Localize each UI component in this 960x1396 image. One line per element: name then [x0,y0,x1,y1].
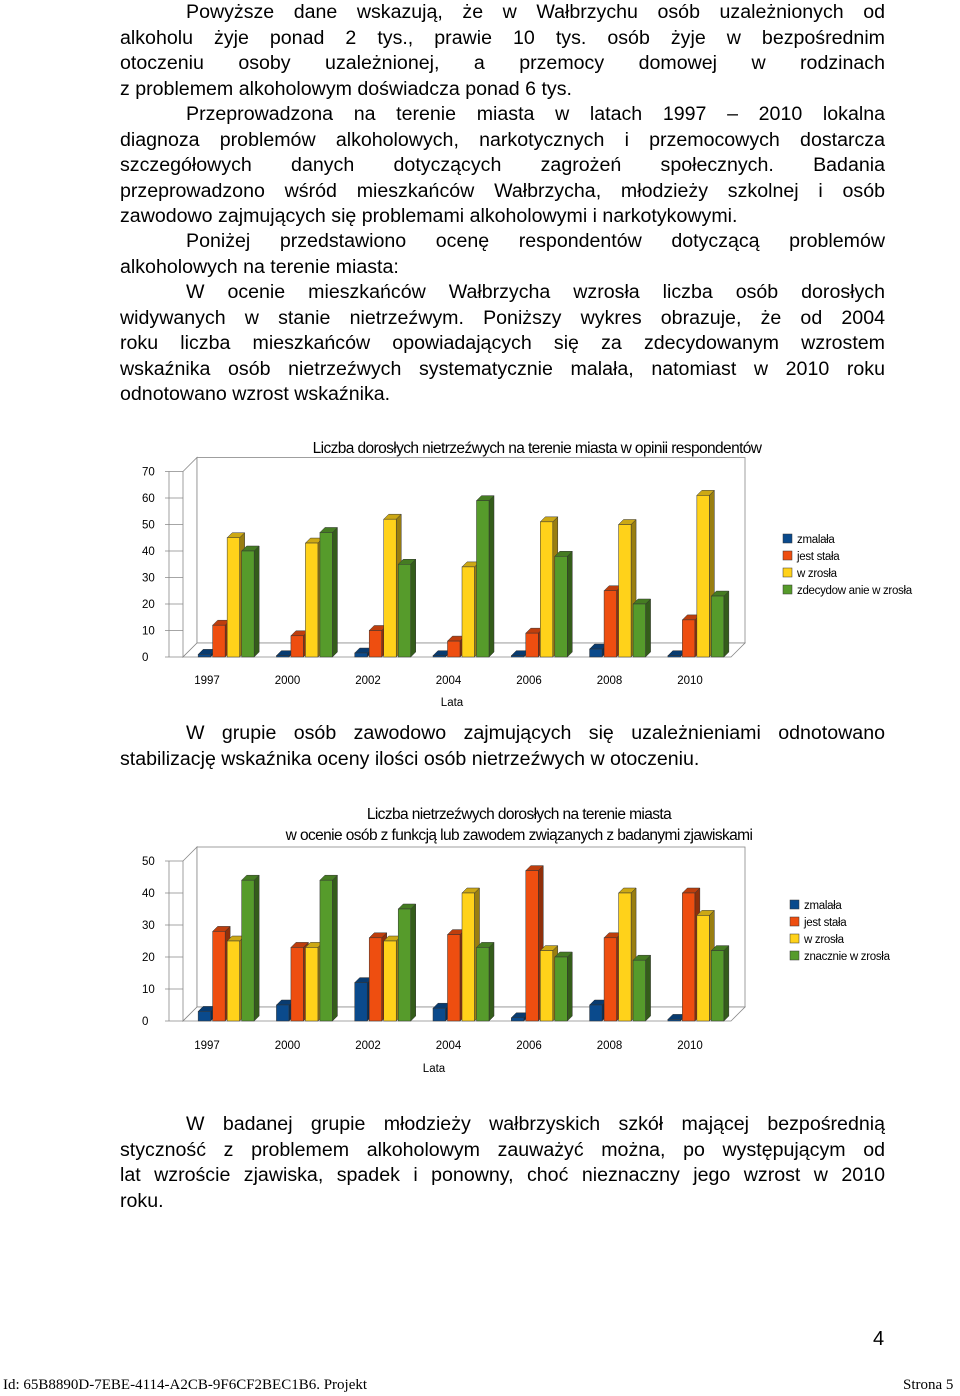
legend-swatch [783,585,792,594]
text-line: widywanych w stanie nietrzeźwym. Poniższy wykres obrazuje, że od 2004 [120,306,885,329]
legend-swatch [790,951,799,960]
text-line: z problemem alkoholowym doświadcza ponad 6 tys. [120,77,572,100]
legend-label: znacznie w zrosła [804,951,890,963]
bar [320,875,338,1021]
bar [711,946,729,1021]
x-tick-label: 2002 [355,1040,381,1052]
chart-professionals [0,795,960,1085]
text-line: otoczeniu osoby uzależnionej, a przemocy domowej w rodzinach [120,52,885,75]
bar [477,942,495,1021]
legend-swatch [790,917,799,926]
chart-residents-svg [0,425,960,715]
y-tick-label: 60 [142,493,155,505]
bar [633,599,651,657]
y-tick-label: 20 [142,599,155,611]
bar [320,527,338,657]
bar [555,952,573,1021]
text-line: Przeprowadzona na terenie miasta w latach 1997 – 2010 lokalna [186,103,885,125]
legend-label: jest stała [797,551,840,563]
text-line: alkoholowych na terenie miasta: [120,255,399,278]
chart-title: Liczba nietrzeźwych dorosłych na terenie miasta [366,806,672,823]
x-tick-label: 1997 [194,675,220,687]
legend-swatch [790,934,799,943]
chart-residents [0,425,960,715]
bar [555,551,573,657]
text-line: roku liczba mieszkańców opowiadających się za zdecydowanym wzrostem [120,332,885,355]
text-line: W ocenie mieszkańców Wałbrzycha wzrosła liczba osób dorosłych [186,281,885,303]
bar [477,496,495,657]
legend-swatch [790,900,799,909]
x-tick-label: 2000 [274,1040,301,1052]
footer-page-label: Strona 5 [903,1377,954,1393]
paragraph-intro [120,0,885,102]
page-number: 4 [873,1328,885,1350]
text-line: stabilizację wskaźnika oceny ilości osób nietrzeźwych w otoczeniu. [120,747,700,770]
text-line: Powyższe dane wskazują, że w Wałbrzychu osób uzależnionych od [186,1,885,23]
text-line: odnotowano wzrost wskaźnika. [120,383,391,406]
chart-side-wall [183,458,197,658]
x-tick-label: 1997 [194,1040,220,1052]
y-tick-label: 70 [142,466,155,479]
legend-label: w zrosła [804,934,844,946]
paragraph-diagnosis [120,102,885,230]
text-line: styczność z problemem alkoholowym zauważyć można, po występującym od [120,1138,885,1161]
legend-label: zmalała [804,900,842,912]
legend-swatch [783,534,792,543]
y-tick-label: 10 [142,625,155,638]
text-line: wskaźnika osób nietrzeźwych systematycznie malała, natomiast w 2010 roku [120,357,885,380]
text-line: diagnoza problemów alkoholowych, narkotycznych i przemocowych dostarcza [120,128,885,151]
y-tick-label: 30 [142,920,155,932]
y-tick-label: 40 [142,546,155,558]
paragraph-youth [120,1112,885,1214]
bar [242,875,260,1021]
y-tick-label: 0 [142,652,149,664]
y-tick-label: 40 [142,888,155,900]
y-tick-label: 50 [142,856,155,868]
x-tick-label: 2000 [274,675,301,687]
y-tick-label: 10 [142,984,155,996]
y-tick-label: 0 [142,1016,149,1028]
legend-label: jest stała [804,917,847,929]
chart-professionals-svg [0,795,960,1085]
legend-swatch [783,568,792,577]
text-line: W grupie osób zawodowo zajmujących się uzależnieniami odnotowano [186,722,885,744]
x-tick-label: 2008 [596,675,623,687]
bar [711,591,729,657]
x-tick-label: 2004 [435,675,462,687]
legend-swatch [783,551,792,560]
y-tick-label: 20 [142,952,155,964]
chart-title: w ocenie osób z funkcją lub zawodem związanych z badanymi zjawiskami [285,827,753,844]
text-line: W badanej grupie młodzieży wałbrzyskich szkół mającej bezpośrednią [186,1113,885,1135]
bar [398,904,416,1021]
paragraph-professionals [120,721,885,772]
bar [398,559,416,657]
x-tick-label: 2002 [355,675,381,687]
chart-title: Liczba dorosłych nietrzeźwych na terenie miasta w opinii respondentów [312,440,762,457]
text-line: lat wzroście zjawiska, spadek i ponowny, choć nieznaczny jego wzrost w 2010 [120,1164,885,1187]
bar [242,546,260,657]
paragraph-assessment [120,229,885,280]
legend-label: zmalała [797,534,835,546]
y-tick-label: 30 [142,572,155,585]
text-line: roku. [120,1189,164,1212]
x-axis-label: Lata [422,1063,446,1075]
x-tick-label: 2010 [677,675,703,687]
bar [633,955,651,1021]
legend-label: w zrosła [797,568,837,580]
x-tick-label: 2010 [677,1040,703,1052]
x-tick-label: 2008 [596,1040,623,1052]
text-line: przeprowadzono wśród mieszkańców Wałbrzycha, młodzieży szkolnej i osób [120,179,885,202]
y-tick-label: 50 [142,519,155,532]
text-line: Poniżej przedstawiono ocenę respondentów dotyczącą problemów [186,230,885,252]
x-tick-label: 2006 [516,675,542,687]
x-tick-label: 2004 [435,1040,462,1052]
text-line: szczegółowych danych dotyczących zagrożeń społecznych. Badania [120,154,885,177]
text-line: alkoholu żyje ponad 2 tys., prawie 10 tys. osób żyje w bezpośrednim [120,26,885,49]
x-tick-label: 2006 [516,1040,542,1052]
footer-document-id: Id: 65B8890D-7EBE-4114-A2CB-9F6CF2BEC1B6. Projekt [3,1377,368,1393]
legend-label: zdecydow anie w zrosła [797,585,912,597]
paragraph-residents [120,280,885,408]
chart-side-wall [183,847,197,1021]
text-line: zawodowo zajmujących się problemami alkoholowymi i narkotykowymi. [120,205,738,228]
x-axis-label: Lata [440,697,464,709]
